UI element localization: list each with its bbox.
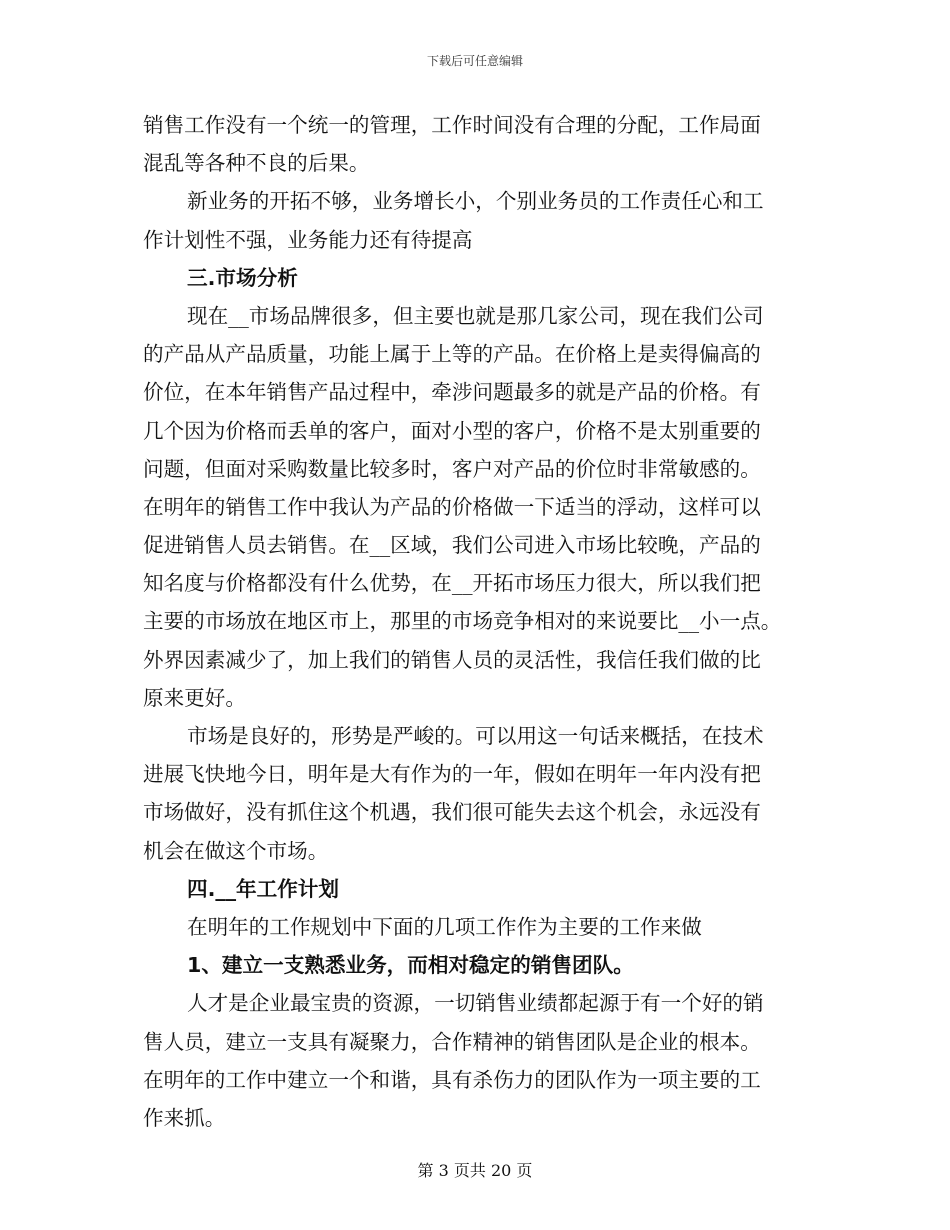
text-line: 价位，在本年销售产品过程中，牵涉问题最多的就是产品的价格。有: [143, 380, 761, 405]
text-line: 市场是良好的，形势是严峻的。可以用这一句话来概括，在技术: [187, 724, 764, 748]
text-line: 现在__市场品牌很多，但主要也就是那几家公司，现在我们公司: [187, 303, 764, 328]
text-line: 作计划性不强，业务能力还有待提高: [143, 227, 473, 252]
text-line: 在明年的销售工作中我认为产品的价格做一下适当的浮动，这样可以: [143, 494, 761, 519]
text-line: 市场做好，没有抓住这个机遇，我们很可能失去这个机会，永远没有: [143, 800, 761, 825]
text-line: 混乱等各种不良的后果。: [143, 151, 370, 176]
text-line: 问题，但面对采购数量比较多时，客户对产品的价位时非常敏感的。: [143, 456, 761, 481]
text-line: 主要的市场放在地区市上，那里的市场竞争相对的来说要比__小一点。: [143, 609, 782, 634]
text-line: 在明年的工作规划中下面的几项工作作为主要的工作来做: [187, 914, 702, 939]
text-line: 售人员，建立一支具有凝聚力，合作精神的销售团队是企业的根本。: [143, 1029, 761, 1054]
page-header: 下载后可任意编辑: [426, 54, 523, 68]
heading-market-analysis: 三.市场分析: [187, 265, 298, 290]
text-line: 新业务的开拓不够，业务增长小，个别业务员的工作责任心和工: [187, 189, 764, 214]
text-line: 外界因素减少了，加上我们的销售人员的灵活性，我信任我们做的比: [143, 647, 761, 672]
text-line: 人才是企业最宝贵的资源，一切销售业绩都起源于有一个好的销: [187, 991, 764, 1016]
text-line: 销售工作没有一个统一的管理，工作时间没有合理的分配，工作局面: [143, 113, 761, 137]
text-line: 原来更好。: [143, 685, 246, 710]
text-line: 在明年的工作中建立一个和谐，具有杀伤力的团队作为一项主要的工: [143, 1067, 761, 1092]
text-line: 作来抓。: [143, 1105, 226, 1130]
text-line: 的产品从产品质量，功能上属于上等的产品。在价格上是卖得偏高的: [143, 342, 761, 367]
text-line: 进展飞快地今日，明年是大有作为的一年，假如在明年一年内没有把: [143, 762, 761, 787]
paragraph: [143, 908, 803, 946]
paragraph: [143, 106, 803, 182]
text-line: 知名度与价格都没有什么优势，在__开拓市场压力很大，所以我们把: [143, 571, 761, 596]
heading-build-team: 1、建立一支熟悉业务，而相对稳定的销售团队。: [187, 953, 634, 978]
paragraph: [143, 182, 803, 258]
heading-work-plan: 四.__年工作计划: [187, 876, 339, 901]
document-body: [143, 106, 803, 1137]
text-line: 机会在做这个市场。: [143, 838, 329, 863]
paragraph: [143, 984, 803, 1137]
subsection-heading: [143, 946, 803, 984]
section-heading: [143, 259, 803, 297]
paragraph: [143, 297, 803, 717]
page-number: 第 3 页共 20 页: [417, 1161, 533, 1180]
paragraph: [143, 717, 803, 870]
text-line: 促进销售人员去销售。在__区域，我们公司进入市场比较晚，产品的: [143, 533, 761, 558]
text-line: 几个因为价格而丢单的客户，面对小型的客户，价格不是太别重要的: [143, 418, 761, 443]
section-heading: [143, 870, 803, 908]
